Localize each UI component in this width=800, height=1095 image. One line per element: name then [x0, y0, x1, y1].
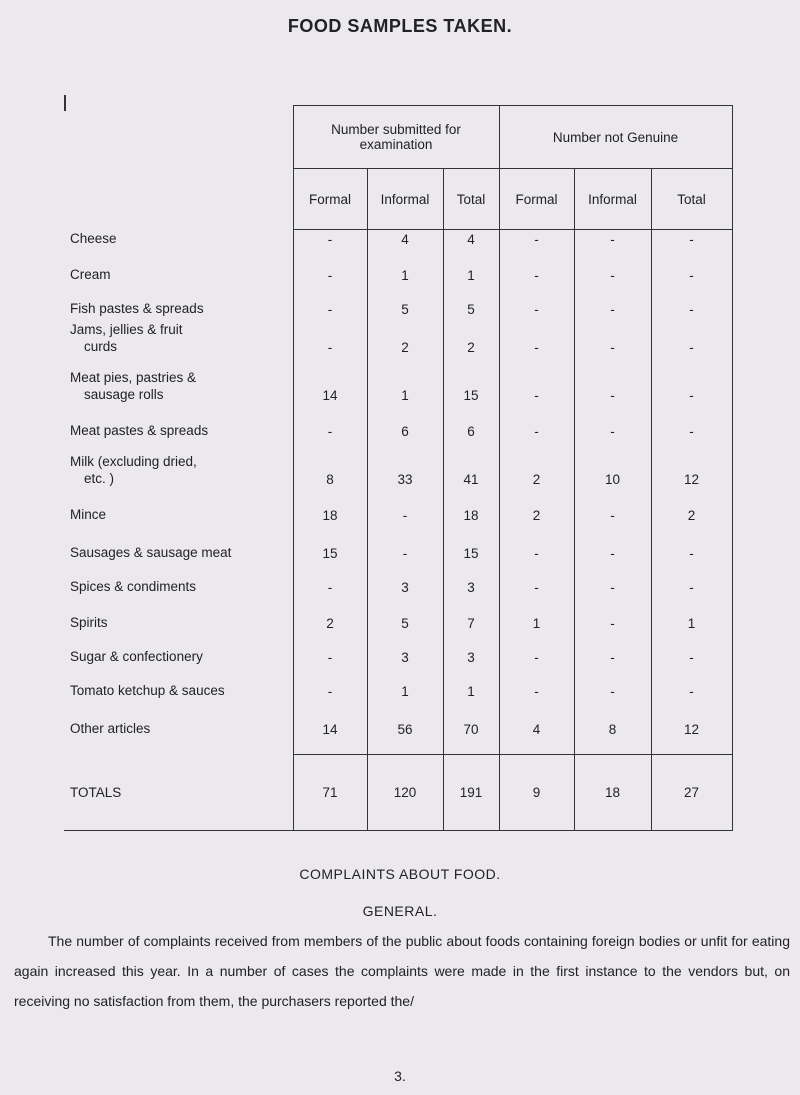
- cell-value: -: [293, 230, 367, 251]
- table-row: [64, 635, 732, 669]
- cell-value: -: [499, 407, 574, 443]
- cell-value: -: [574, 321, 651, 359]
- row-label: [64, 565, 293, 599]
- cell-value: -: [293, 321, 367, 359]
- table-row: [64, 565, 732, 599]
- row-label-line: Spices & condiments: [70, 578, 197, 594]
- row-label-line: Meat pastes & spreads: [70, 422, 209, 438]
- spacer-cell: [574, 741, 651, 755]
- cell-value: 4: [443, 230, 499, 251]
- cell-value: -: [574, 251, 651, 287]
- row-label: [64, 491, 293, 527]
- cell-value: 4: [499, 703, 574, 741]
- row-label-line: Fish pastes & spreads: [70, 300, 204, 316]
- cell-value: 8: [574, 703, 651, 741]
- cell-value: 14: [293, 359, 367, 407]
- row-label: [64, 359, 293, 407]
- food-samples-table: [64, 105, 733, 831]
- cell-value: -: [499, 359, 574, 407]
- spacer-cell: [367, 741, 443, 755]
- row-label: [64, 599, 293, 635]
- cell-value: 2: [293, 599, 367, 635]
- cell-value: -: [574, 635, 651, 669]
- cell-value: 2: [367, 321, 443, 359]
- cell-value: 6: [367, 407, 443, 443]
- cell-value: -: [574, 527, 651, 565]
- cell-value: 2: [499, 443, 574, 491]
- cell-value: 2: [499, 491, 574, 527]
- row-label-line: curds: [84, 338, 118, 354]
- cell-value: 15: [443, 359, 499, 407]
- row-label: [64, 407, 293, 443]
- cell-value: -: [651, 565, 732, 599]
- row-label-line: Meat pies, pastries &: [70, 369, 197, 385]
- complaints-subtitle: GENERAL.: [362, 903, 438, 919]
- totals-row: [64, 755, 732, 831]
- totals-value: 9: [499, 755, 574, 831]
- cell-value: 18: [443, 491, 499, 527]
- cell-value: -: [499, 565, 574, 599]
- row-label: [64, 527, 293, 565]
- spacer-cell: [651, 741, 732, 755]
- row-label: [64, 703, 293, 741]
- spacer-row: [64, 741, 732, 755]
- cell-value: 14: [293, 703, 367, 741]
- cell-value: -: [574, 565, 651, 599]
- complaints-title: COMPLAINTS ABOUT FOOD.: [299, 866, 501, 882]
- cell-value: -: [574, 669, 651, 703]
- cell-value: -: [293, 251, 367, 287]
- table-row: [64, 407, 732, 443]
- cell-value: 12: [651, 443, 732, 491]
- cell-value: 5: [443, 287, 499, 321]
- cell-value: 1: [367, 359, 443, 407]
- table-row: [64, 599, 732, 635]
- totals-value: 27: [651, 755, 732, 831]
- cell-value: 15: [293, 527, 367, 565]
- row-label: [64, 635, 293, 669]
- cell-value: 41: [443, 443, 499, 491]
- totals-label: TOTALS: [64, 755, 293, 831]
- cell-value: 7: [443, 599, 499, 635]
- table-row: [64, 251, 732, 287]
- cell-value: 3: [443, 635, 499, 669]
- cell-value: -: [499, 635, 574, 669]
- cell-value: 15: [443, 527, 499, 565]
- header-submitted: Number submitted for examination: [293, 106, 499, 169]
- cell-value: -: [293, 407, 367, 443]
- cell-value: -: [574, 599, 651, 635]
- row-label-line: Jams, jellies & fruit: [70, 321, 183, 337]
- col-header: Total: [443, 169, 499, 230]
- complaints-paragraph: [14, 926, 790, 1016]
- row-label: [64, 669, 293, 703]
- cell-value: 5: [367, 287, 443, 321]
- cell-value: -: [651, 359, 732, 407]
- cell-value: -: [574, 287, 651, 321]
- cell-value: 33: [367, 443, 443, 491]
- cell-value: 1: [499, 599, 574, 635]
- cell-value: -: [499, 230, 574, 251]
- cell-value: -: [574, 491, 651, 527]
- cell-value: 4: [367, 230, 443, 251]
- cell-value: -: [293, 669, 367, 703]
- cell-value: -: [651, 287, 732, 321]
- cell-value: -: [367, 491, 443, 527]
- row-label-line: Sausages & sausage meat: [70, 544, 232, 560]
- row-label-line: Mince: [70, 506, 107, 522]
- cell-value: 18: [293, 491, 367, 527]
- table-row: [64, 491, 732, 527]
- cell-value: -: [367, 527, 443, 565]
- spacer-cell: [64, 741, 293, 755]
- cell-value: 1: [651, 599, 732, 635]
- cell-value: 3: [443, 565, 499, 599]
- cell-value: 1: [367, 251, 443, 287]
- cell-value: 1: [443, 251, 499, 287]
- cell-value: -: [499, 669, 574, 703]
- cell-value: -: [651, 321, 732, 359]
- cell-value: -: [574, 407, 651, 443]
- cell-value: -: [499, 287, 574, 321]
- table-row: [64, 321, 732, 359]
- cell-value: 3: [367, 635, 443, 669]
- cell-value: 2: [443, 321, 499, 359]
- row-label: [64, 230, 293, 251]
- cell-value: 56: [367, 703, 443, 741]
- cell-value: -: [574, 359, 651, 407]
- paragraph-text: The number of complaints received from members of the public about foods containing foreign bodies or unfit for eating again increased this year. In a number of cases the complaints were made in the first instance to the vendors but, on receiving no satisfaction from them, the purchasers reported the/: [14, 933, 790, 1009]
- col-header: Formal: [293, 169, 367, 230]
- col-header: Informal: [367, 169, 443, 230]
- row-label-line: Spirits: [70, 614, 108, 630]
- table-row: [64, 669, 732, 703]
- row-label: [64, 287, 293, 321]
- table-row: [64, 443, 732, 491]
- spacer-cell: [443, 741, 499, 755]
- cell-value: -: [651, 251, 732, 287]
- cell-value: 70: [443, 703, 499, 741]
- page-title: FOOD SAMPLES TAKEN.: [287, 16, 513, 36]
- cell-value: -: [293, 287, 367, 321]
- totals-value: 191: [443, 755, 499, 831]
- cell-value: 3: [367, 565, 443, 599]
- row-label-line: Other articles: [70, 720, 151, 736]
- cell-value: -: [651, 407, 732, 443]
- corner-cell-2: [64, 169, 293, 230]
- row-label: [64, 251, 293, 287]
- cell-value: 1: [443, 669, 499, 703]
- cell-value: -: [651, 669, 732, 703]
- cell-value: -: [651, 230, 732, 251]
- cell-value: -: [651, 527, 732, 565]
- table-row: [64, 703, 732, 741]
- totals-value: 120: [367, 755, 443, 831]
- totals-value: 71: [293, 755, 367, 831]
- row-label: [64, 321, 293, 359]
- cell-value: 8: [293, 443, 367, 491]
- cell-value: -: [574, 230, 651, 251]
- cell-value: -: [651, 635, 732, 669]
- cell-value: 10: [574, 443, 651, 491]
- table-row: [64, 527, 732, 565]
- cell-value: 2: [651, 491, 732, 527]
- corner-cell: [64, 106, 293, 169]
- col-header: Informal: [574, 169, 651, 230]
- cell-value: 5: [367, 599, 443, 635]
- header-not-genuine: Number not Genuine: [499, 106, 732, 169]
- row-label-line: Milk (excluding dried,: [70, 453, 197, 469]
- cell-value: 1: [367, 669, 443, 703]
- spacer-cell: [293, 741, 367, 755]
- row-label-line: Sugar & confectionery: [70, 648, 203, 664]
- row-label-line: Cheese: [70, 230, 117, 246]
- table-row: [64, 287, 732, 321]
- cell-value: -: [293, 635, 367, 669]
- cell-value: 12: [651, 703, 732, 741]
- col-header: Formal: [499, 169, 574, 230]
- table-row: [64, 359, 732, 407]
- cell-value: -: [499, 527, 574, 565]
- row-label-line: sausage rolls: [84, 386, 164, 402]
- totals-value: 18: [574, 755, 651, 831]
- cell-value: 6: [443, 407, 499, 443]
- row-label-line: Tomato ketchup & sauces: [70, 682, 225, 698]
- row-label-line: etc. ): [84, 470, 115, 486]
- spacer-cell: [499, 741, 574, 755]
- cell-value: -: [499, 251, 574, 287]
- cell-value: -: [293, 565, 367, 599]
- cell-value: -: [499, 321, 574, 359]
- page-number: 3.: [394, 1068, 406, 1084]
- row-label-line: Cream: [70, 266, 111, 282]
- row-label: [64, 443, 293, 491]
- table-row: [64, 230, 732, 251]
- col-header: Total: [651, 169, 732, 230]
